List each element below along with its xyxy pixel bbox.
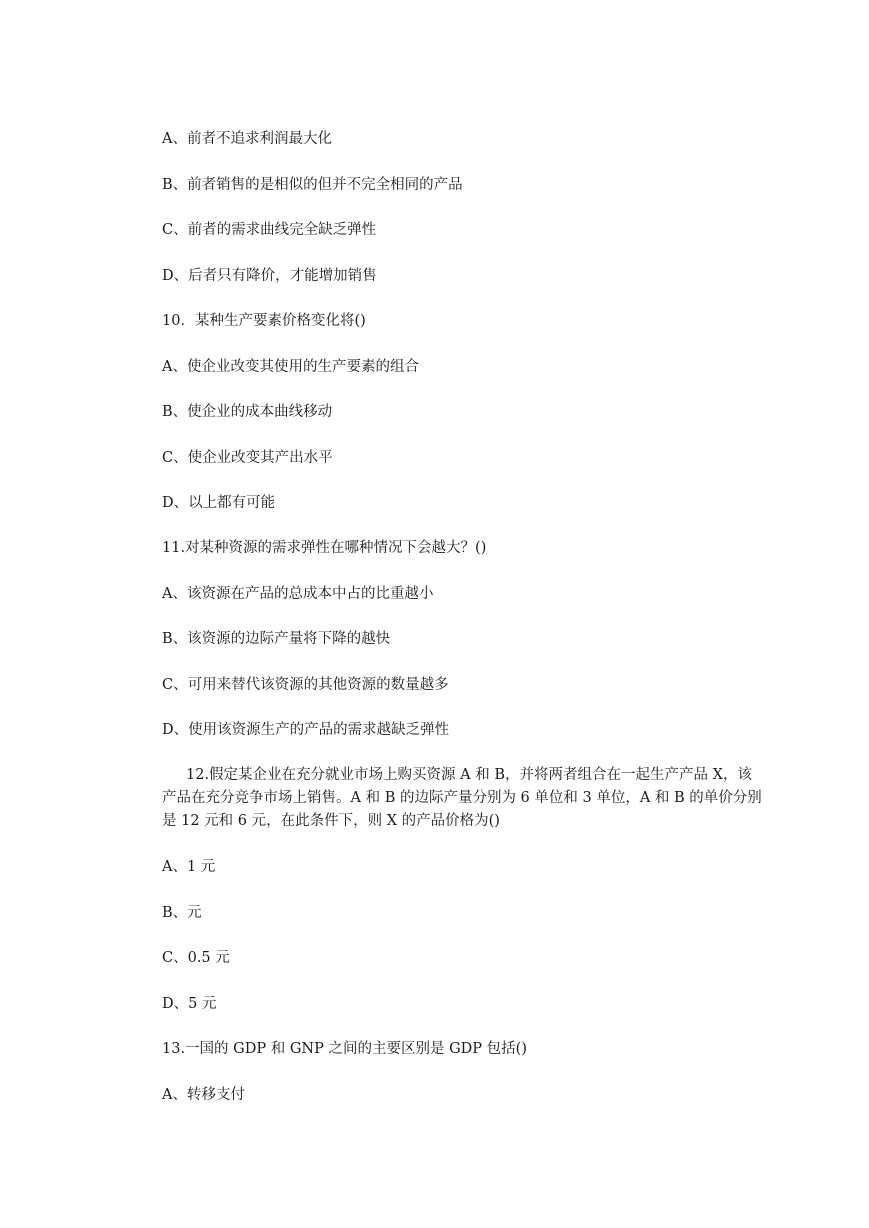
- option-10d: D、以上都有可能: [162, 495, 276, 511]
- option-13a: A、转移支付: [162, 1087, 245, 1103]
- option-9b: B、前者销售的是相似的但并不完全相同的产品: [162, 177, 463, 193]
- option-11a: A、该资源在产品的总成本中占的比重越小: [162, 586, 434, 602]
- option-9a: A、前者不追求利润最大化: [162, 131, 332, 147]
- option-10c: C、使企业改变其产出水平: [162, 450, 333, 466]
- question-13: 13.一国的 GDP 和 GNP 之间的主要区别是 GDP 包括(): [162, 1041, 527, 1057]
- option-9d: D、后者只有降价，才能增加销售: [162, 268, 377, 284]
- option-11d: D、使用该资源生产的产品的需求越缺乏弹性: [162, 722, 450, 738]
- option-10a: A、使企业改变其使用的生产要素的组合: [162, 359, 419, 375]
- option-11b: B、该资源的边际产量将下降的越快: [162, 631, 391, 647]
- question-12: [162, 764, 762, 833]
- option-12a: A、1 元: [162, 859, 216, 875]
- question-12-line-2: 产品在充分竞争市场上销售。A 和 B 的边际产量分别为 6 单位和 3 单位，A 和 B 的单价分别: [162, 790, 762, 806]
- question-11: 11.对某种资源的需求弹性在哪种情况下会越大？(): [162, 540, 487, 556]
- option-11c: C、可用来替代该资源的其他资源的数量越多: [162, 677, 449, 693]
- question-10: 10．某种生产要素价格变化将(): [162, 313, 366, 329]
- question-12-line-3: 是 12 元和 6 元，在此条件下，则 X 的产品价格为(): [162, 813, 500, 829]
- option-10b: B、使企业的成本曲线移动: [162, 404, 333, 420]
- option-12b: B、元: [162, 905, 202, 921]
- option-12c: C、0.5 元: [162, 950, 230, 966]
- option-12d: D、5 元: [162, 996, 217, 1012]
- question-12-line-1: 12.假定某企业在充分就业市场上购买资源 A 和 B，并将两者组合在一起生产产品 X，该: [186, 767, 752, 783]
- option-9c: C、前者的需求曲线完全缺乏弹性: [162, 222, 377, 238]
